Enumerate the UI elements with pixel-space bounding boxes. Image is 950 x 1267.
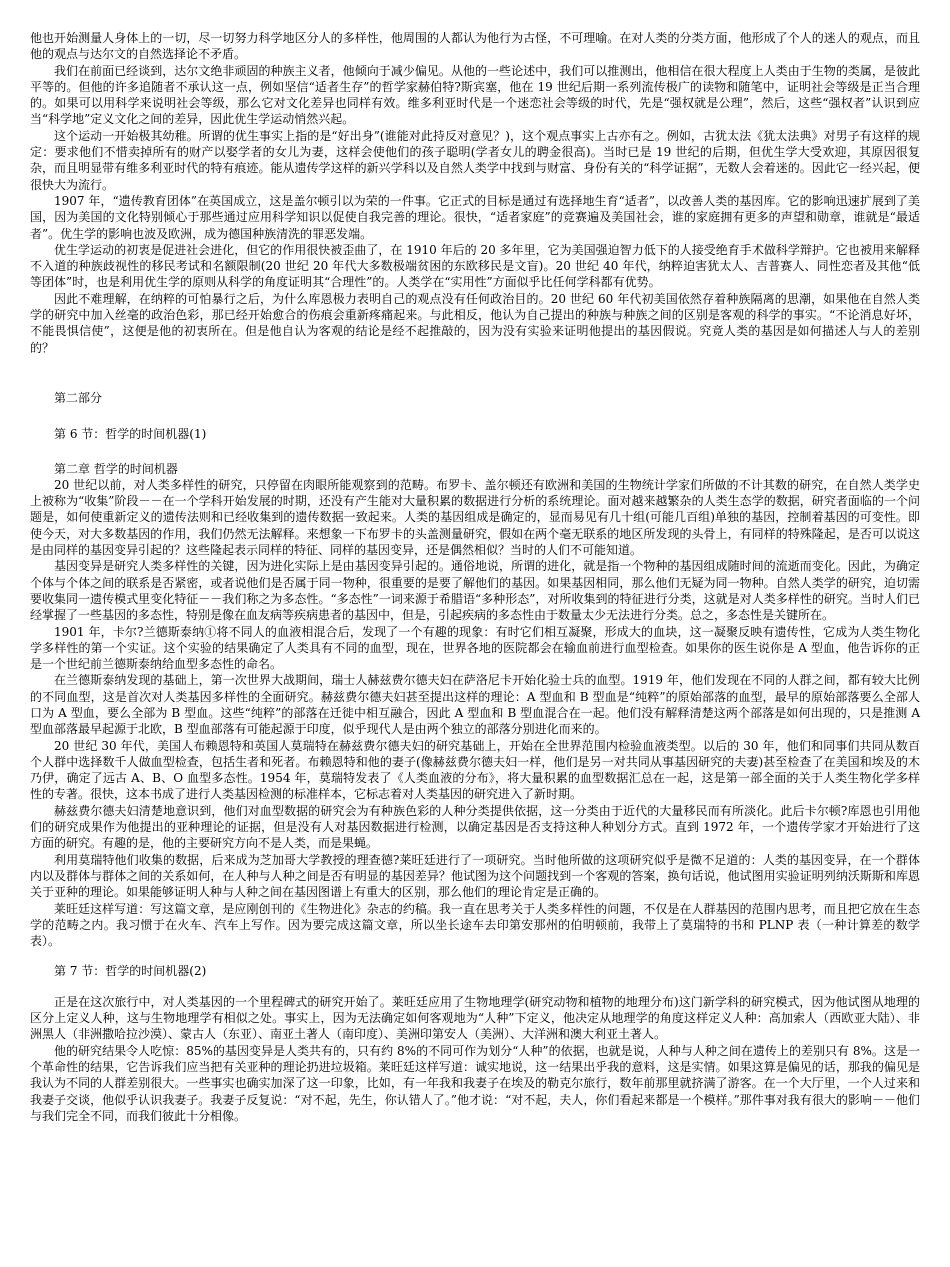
paragraph: 20 世纪 30 年代，美国人布赖恩特和英国人莫瑞特在赫兹费尔德夫妇的研究基础上，开始在全世界范围内检验血液类型。以后的 30 年，他们和同事们共同从数百个人群中选择数千人做血型检查，包括生者和死者。布赖恩特和他的妻子(像赫兹费尔德夫妇一样，他们是另一对共同从事基因研究的夫妻)甚至检查了在美国和埃及的木乃伊，确定了远古 A、B、O 血型多态性。1954 年，莫瑞特发表了《人类血液的分布》，将大量积累的血型数据汇总在一起，这是第一部全面的关于人类生物化学多样性的专著。很快，这本书成了进行人类基因检测的标准样本，它标志着对人类基因的研究进入了新时期。 xyxy=(30,738,920,802)
paragraph: 利用莫瑞特他们收集的数据，后来成为芝加哥大学教授的理查德?莱旺廷进行了一项研究。当时他所做的这项研究似乎是微不足道的：人类的基因变异，在一个群体内以及群体与群体之间的关系如何，在人种与人种之间是否有明显的基因差异？他试图为这个问题找到一个客观的答案，换句话说，他试图用实验证明列纳沃斯斯和库恩关于亚种的理论。如果能够证明人种与人种之间在基因图谱上有重大的区别，那么他们的理论肯定是正确的。 xyxy=(30,852,920,900)
paragraph: 他的研究结果令人吃惊：85%的基因变异是人类共有的，只有约 8%的不同可作为划分“人种”的依据，也就是说，人种与人种之间在遗传上的差别只有 8%。这是一个革命性的结果，它告诉我们应当把有关亚种的理论扔进垃圾箱。莱旺廷这样写道：诚实地说，这一结果出乎我的意料，这是实情。如果这算是偏见的话，那我的偏见是我认为不同的人群差别很大。一些事实也确实加深了这一印象，比如，有一年我和我妻子在埃及的勒克尔旅行，数年前那里就挤满了游客。在一个大厅里，一个人过来和我妻子交谈，他似乎认识我妻子。我妻子反复说：“对不起，先生，你认错人了。”他才说：“对不起，夫人，你们看起来都是一个模样。”那件事对我有很大的影响－－他们与我们完全不同，而我们彼此十分相像。 xyxy=(30,1043,920,1123)
section-heading: 第 6 节：哲学的时间机器(1) xyxy=(54,427,207,442)
paragraph: 正是在这次旅行中，对人类基因的一个里程碑式的研究开始了。莱旺廷应用了生物地理学(研究动物和植物的地理分布)这门新学科的研究模式，因为他试图从地理的区分上定义人种，这与生物地理学有相似之处。事实上，因为无法确定如何客观地为“人种”下定义，他决定从地理学的角度这样定义人种：高加索人（西欧亚大陆）、非洲黑人（非洲撒哈拉沙漠）、蒙古人（东亚）、南亚土著人（南印度）、美洲印第安人（美洲）、大洋洲和澳大利亚土著人。 xyxy=(30,994,920,1042)
paragraph: 1901 年，卡尔?兰德斯泰纳①将不同人的血液相混合后，发现了一个有趣的现象：有时它们相互凝聚，形成大的血块，这一凝聚反映有遗传性，它成为人类生物化学多样性的第一个实证。这个实验的结果确定了人类具有不同的血型，现在，世界各地的医院都会在输血前进行血型检查。如果你的医生说你是 A 型血，他告诉你的正是一个世纪前兰德斯泰纳给血型多态性的命名。 xyxy=(30,624,920,672)
part-title: 第二部分 xyxy=(54,390,103,405)
chapter-title: 第二章 哲学的时间机器 xyxy=(54,461,178,476)
paragraph: 在兰德斯泰纳发现的基础上，第一次世界大战期间，瑞士人赫兹费尔德夫妇在萨洛尼卡开始化验士兵的血型。1919 年，他们发现在不同的人群之间，都有较大比例的不同血型，这是首次对人类基因多样性的全面研究。赫兹费尔德夫妇甚至提出这样的理论：A 型血和 B 型血是“纯粹”的原始部落的血型，最早的原始部落要么全部人口为 A 型血，要么全部为 B 型血。这些“纯粹”的部落在迁徙中相互融合，因此 A 型血和 B 型血混合在一起。他们没有解释清楚这两个部落是如何出现的，只是推测 A 型血部落最早起源于北欧，B 型血部落有可能起源于印度，似乎现代人是由两个独立的部落分别进化而来的。 xyxy=(30,673,920,737)
section-heading: 第 7 节：哲学的时间机器(2) xyxy=(54,964,207,979)
paragraph: 基因变异是研究人类多样性的关键，因为进化实际上是由基因变异引起的。通俗地说，所谓的进化，就是指一个物种的基因组成随时间的流逝而变化。因此，为确定个体与个体之间的联系是否紧密，或者说他们是否属于同一物种，很重要的是要了解他们的基因。如果基因相同，那么他们无疑为同一物种。自然人类学的研究，迫切需要收集同一遗传模式里变化特征－－我们称之为多态性。“多态性”一词来源于希腊语“多种形态”，对所收集到的特征进行分类，这就是对人类多样性的研究。当时人们已经掌握了一些基因的多态性，特别是像在血友病等疾病患者的基因中，但是，引起疾病的多态性由于数量太少无法进行分类。总之，多态性是关键所在。 xyxy=(30,559,920,623)
paragraph: 莱旺廷这样写道：写这篇文章，是应刚创刊的《生物进化》杂志的约稿。我一直在思考关于人类多样性的问题，不仅是在人群基因的范围内思考，而且把它放在生态学的范畴之内。我习惯于在火车、汽车上写作。因为要完成这篇文章，所以坐长途车去印第安那州的伯明顿前，我带上了莫瑞特的书和 PLNP 表（一种计算差的数学表）。 xyxy=(30,901,920,949)
paragraph: 赫兹费尔德夫妇清楚地意识到，他们对血型数据的研究会为有种族色彩的人种分类提供依据，这一分类由于近代的大量移民而有所淡化。此后卡尔顿?库恩也引用他们的研究成果作为他提出的亚种理论的证据，但是没有人对基因数据进行检测，以确定基因是否支持这种人种划分方式。直到 1972 年，一个遗传学家才开始进行了这方面的研究。有趣的是，他的主要研究方向不是人类，而是果蝇。 xyxy=(30,803,920,851)
paragraph: 优生学运动的初衷是促进社会进化，但它的作用很快被歪曲了，在 1910 年后的 20 多年里，它为美国强迫智力低下的人接受绝育手术做科学辩护。它也被用来解释不入道的种族歧视性的移民考试和名额限制(20 世纪 20 年代大多数极端贫困的东欧移民是文盲)。20 世纪 40 年代，纳粹迫害犹太人、吉普赛人、同性恋者及其他“低等团体”时，也是利用优生学的原则从科学的角度证明其“合理性”的。人类学在“实用性”方面似乎比任何学科都有优势。 xyxy=(30,242,920,290)
paragraph: 他也开始测量人身体上的一切，尽一切努力科学地区分人的多样性，他周围的人都认为他行为古怪，不可理喻。在对人类的分类方面，他形成了个人的迷人的观点，而且他的观点与达尔文的自然选择论不矛盾。 xyxy=(30,31,920,62)
paragraph: 20 世纪以前，对人类多样性的研究，只停留在肉眼所能观察到的范畴。布罗卡、盖尔顿还有欧洲和美国的生物统计学家们所做的不计其数的研究，在自然人类学史上被称为“收集”阶段－－在一个学科开始发展的时期，还没有产生能对大量积累的数据进行分析的系统理论。面对越来越繁杂的人类生态学的数据，研究者面临的一个问题是，如何使重新定义的遗传法则和已经收集到的遗传数据一致起来。人类的基因组成是确定的，显而易见有几十组(可能几百组)单独的基因，控制着基因的可变性。即使今天，对大多数基因的作用，我们仍然无法解释。来想象一下布罗卡的头盖测量研究，假如在两个毫无联系的地区所发现的头骨上，有同样的特殊隆起，是否可以说这是由同样的基因变异引起的？这些隆起表示同样的特征、同样的基因变异，还是偶然相似？当时的人们不可能知道。 xyxy=(30,477,920,558)
paragraph: 因此不难理解，在纳粹的可怕暴行之后，为什么库恩极力表明自己的观点没有任何政治目的。20 世纪 60 年代初美国依然存着种族隔离的思潮，如果他在自然人类学的研究中加入丝毫的政治色彩，那已经开始愈合的伤痕会重新疼痛起来。与此相反，他认为自己提出的种族与种族之间的区别是客观的科学的事实。“不论消息好坏，不能畏惧信使”，这便是他的初衷所在。但是他自认为客观的结论是经不起推敲的，因为没有实验来证明他提出的基因假说。究竟人类的基因是如何描述人与人的差别的？ xyxy=(30,291,920,355)
paragraph: 我们在前面已经谈到，达尔文绝非顽固的种族主义者，他倾向于减少偏见。从他的一些论述中，我们可以推测出，他相信在很大程度上人类由于生物的类属，是彼此平等的。但他的许多追随者不承认这一点，例如坚信“适者生存”的哲学家赫伯特?斯宾塞，他在 19 世纪后期一系列流传极广的读物和随笔中，证明社会等级是正当合理的。如果可以用科学来说明社会等级，那么它对文化差异也同样有效。维多利亚时代是一个迷恋社会等级的时代，先是“强权就是公理”，然后，这些“强权者”认识到应当“科学地”定义文化之间的差异，因此优生学运动悄然兴起。 xyxy=(30,63,920,127)
paragraph: 这个运动一开始极其幼稚。所谓的优生事实上指的是“好出身”(谁能对此持反对意见？)，这个观点事实上古亦有之。例如，古犹太法《犹太法典》对男子有这样的规定：要求他们不惜卖掉所有的财产以娶学者的女儿为妻，这样会使他们的孩子聪明(学者女儿的聘金很高)。当时已是 19 世纪的后期，但优生学大受欢迎，其原因很复杂，而且明显带有维多利亚时代的特有痕迹。能从遗传学这样的新兴学科以及自然人类学中找到与财富、身份有关的“科学证据”，无数人会着迷的。因此它一经兴起，便很快大为流行。 xyxy=(30,128,920,192)
paragraph: 1907 年，“遗传教育团体”在英国成立，这是盖尔顿引以为荣的一件事。它正式的目标是通过有选择地生育“适者”，以改善人类的基因库。它的影响迅速扩展到了美国，因为美国的文化特别倾心于那些通过应用科学知识以促使自我完善的理论。很快，“适者家庭”的竞赛遍及美国社会，谁的家庭拥有更多的声望和勋章，谁就是“最适者”。优生学的影响也波及欧洲，成为德国种族清洗的罪恶发端。 xyxy=(30,193,920,241)
